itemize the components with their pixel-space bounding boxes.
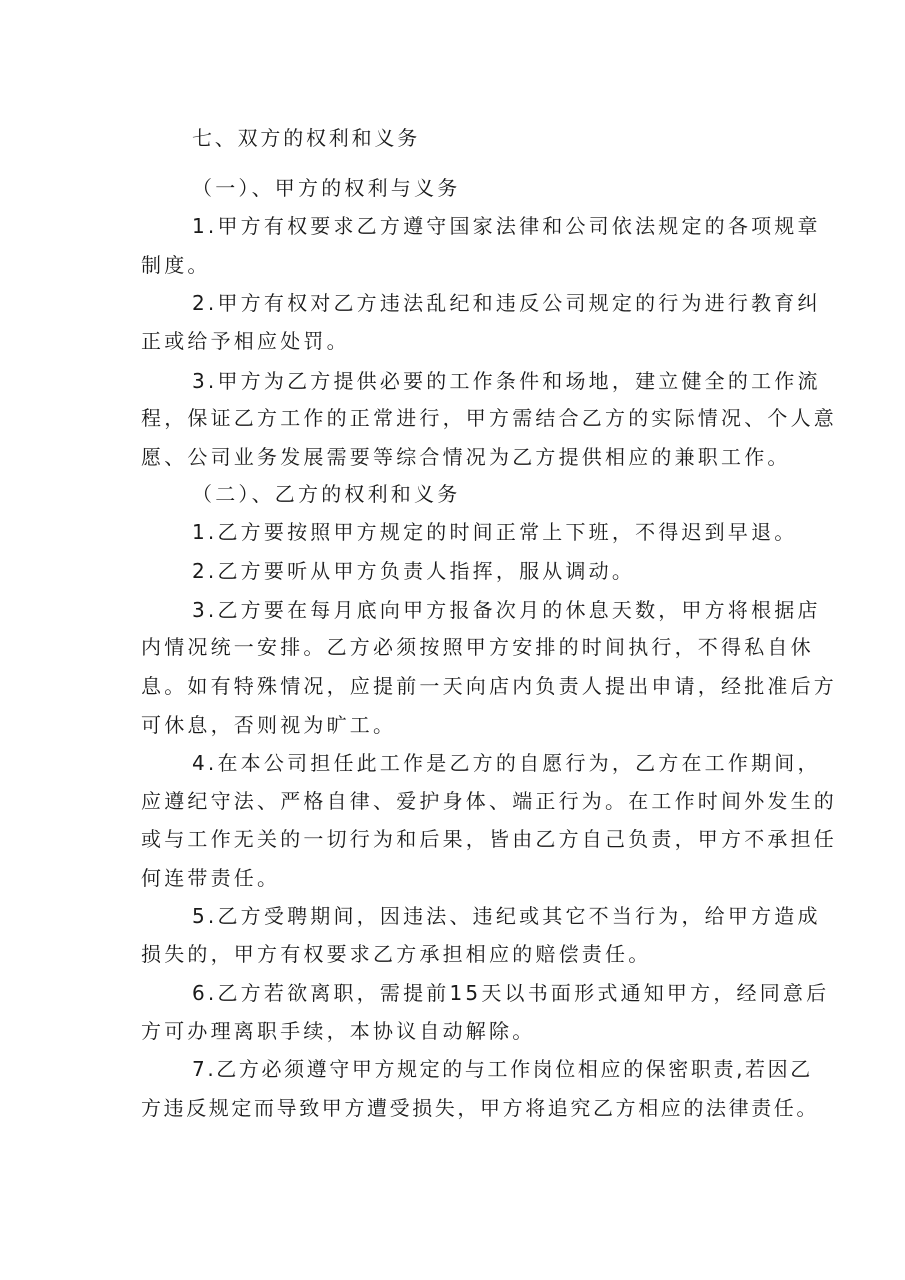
text-line: 应遵纪守法、严格自律、爱护身体、端正行为。在工作时间外发生的	[141, 789, 837, 813]
section-heading: 七、双方的权利和义务	[192, 126, 420, 150]
text-line: 7.乙方必须遵守甲方规定的与工作岗位相应的保密职责,若因乙	[192, 1057, 813, 1081]
subsection-heading-b: （二）、乙方的权利和义务	[192, 482, 461, 506]
text-line: 1.甲方有权要求乙方遵守国家法律和公司依法规定的各项规章	[192, 214, 821, 238]
text-line: 6.乙方若欲离职，需提前15天以书面形式通知甲方，经同意后	[192, 981, 830, 1005]
text-line: 制度。	[141, 253, 211, 277]
text-line: 程，保证乙方工作的正常进行，甲方需结合乙方的实际情况、个人意	[141, 406, 837, 430]
text-line: 或与工作无关的一切行为和后果，皆由乙方自己负责，甲方不承担任	[141, 827, 837, 851]
text-line: 1.乙方要按照甲方规定的时间正常上下班，不得迟到早退。	[192, 520, 798, 544]
text-line: 3.甲方为乙方提供必要的工作条件和场地，建立健全的工作流	[192, 369, 821, 393]
text-line: 息。如有特殊情况，应提前一天向店内负责人提出申请，经批准后方	[141, 674, 837, 698]
text-line: 4.在本公司担任此工作是乙方的自愿行为，乙方在工作期间，	[192, 751, 821, 775]
text-line: 5.乙方受聘期间，因违法、违纪或其它不当行为，给甲方造成	[192, 904, 821, 928]
text-line: 正或给予相应处罚。	[141, 329, 350, 353]
text-line: 损失的，甲方有权要求乙方承担相应的赔偿责任。	[141, 942, 652, 966]
subsection-heading-a: （一）、甲方的权利与义务	[192, 176, 461, 200]
text-line: 何连带责任。	[141, 866, 281, 890]
text-line: 3.乙方要在每月底向甲方报备次月的休息天数，甲方将根据店	[192, 598, 821, 622]
text-line: 内情况统一安排。乙方必须按照甲方安排的时间执行，不得私自休	[141, 635, 814, 659]
text-line: 方违反规定而导致甲方遭受损失，甲方将追究乙方相应的法律责任。	[141, 1096, 819, 1120]
text-line: 2.甲方有权对乙方违法乱纪和违反公司规定的行为进行教育纠	[192, 291, 821, 315]
text-line: 方可办理离职手续，本协议自动解除。	[141, 1019, 536, 1043]
text-line: 可休息，否则视为旷工。	[141, 713, 397, 737]
text-line: 愿、公司业务发展需要等综合情况为乙方提供相应的兼职工作。	[141, 445, 791, 469]
text-line: 2.乙方要听从甲方负责人指挥，服从调动。	[192, 559, 636, 583]
